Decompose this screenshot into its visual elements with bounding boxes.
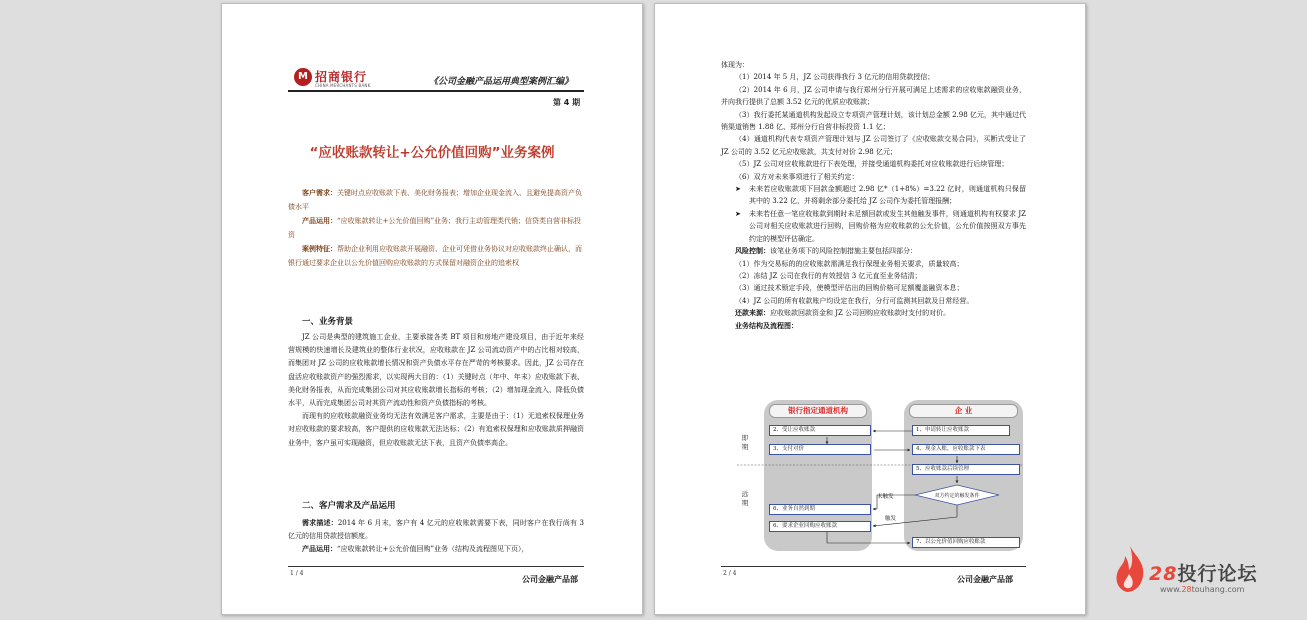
series-title: 《公司金融产品运用典型案例汇编》: [429, 77, 574, 87]
label-not-triggered: 未触发: [877, 494, 894, 500]
document-page-2: [654, 3, 1086, 615]
flow-step-5: 5、应收账款后续管理: [912, 464, 1020, 475]
label-triggered: 触发: [885, 516, 897, 522]
arrow-6-to-7: [827, 532, 910, 543]
flow-step-3: 3、支付对价: [769, 444, 871, 455]
summary-need: 客户需求：关键时点应收账款下表、美化财务报表；增加企业现金流入、且避免提高资产负债水平: [288, 188, 582, 211]
flame-logo-icon: [1113, 544, 1147, 594]
risk-item: （1）作为交易标的的应收账款需满足我行保理业务相关要求，质量较高；: [735, 259, 964, 268]
lane-bank-title: 银行指定通道机构: [769, 404, 867, 418]
term-far: 远期: [741, 490, 749, 507]
trigger-diamond-label: 双方约定的触发条件: [934, 493, 980, 499]
flowchart-heading: 业务结构及流程图：: [735, 321, 798, 330]
department-name: 公司金融产品部: [957, 575, 1013, 584]
section2-product: 产品运用：“应收账款转让+公允价值回购”业务（结构及流程图见下页），: [302, 545, 529, 554]
term-near: 即期: [741, 434, 749, 451]
watermark-title: 28投行论坛: [1149, 563, 1258, 585]
bank-name-en: CHINA MERCHANTS BANK: [315, 83, 371, 88]
list-item: （6）双方对未来事项进行了相关约定：: [735, 172, 859, 181]
page-number: 1 / 4: [290, 570, 304, 577]
flow-step-6a: 6、业务自然到期: [769, 504, 871, 515]
flow-step-2: 2、受让应收账款: [769, 425, 871, 436]
lane-enterprise-title: 企 业: [909, 404, 1018, 418]
list-item: （2）2014 年 6 月，JZ 公司申请与我行郑州分行开展可满足上述需求的应收账款融资业务，并向我行提供了总额 3.52 亿元的优质应收账款；: [721, 85, 1026, 107]
bullet-item: ➤ 未来若应收账款项下回款金额超过 2.98 亿*（1+8%）=3.22 亿时，则通道机构只保留其中的 3.22 亿，并将剩余部分委托给 JZ 公司作为委托管理报酬；: [735, 185, 1026, 206]
header-rule: [288, 90, 584, 92]
watermark-url: www.28touhang.com: [1160, 585, 1245, 594]
risk-control: 风险控制：该笔业务项下的风险控制措施主要包括四部分：: [735, 247, 917, 256]
footer-rule: [288, 566, 584, 567]
arrow-bullet-icon: ➤: [735, 185, 741, 194]
risk-item: （3）通过技术锁定手段，使模型评估出的回购价格可足额覆盖融资本息；: [735, 284, 964, 293]
section1-paragraph: 而现有的应收账款融资业务均无法有效满足客户需求，主要是由于：（1）无追索权保理业务对应收账款的要求较高，客户提供的应收账款无法达标；（2）有追索权保理和应收账款质押融资业务中，客户虽可实现融资，但应收账款无法下表，且资产负债率高企。: [288, 412, 584, 447]
bullet-item: ➤ 未来若任意一笔应收账款到期时未足额回款或发生其他触发事件，则通道机构有权要求 JZ 公司对相关应收账款进行回购，回购价格为应收账款的公允价值，公允价值按照双方事先约定的模型评估确定。: [735, 209, 1026, 243]
list-item: （1）2014 年 5 月，JZ 公司获得我行 3 亿元的信用贷款授信；: [735, 73, 935, 82]
flow-step-6b: 6、要求企业回购应收账款: [769, 521, 871, 532]
flow-step-7: 7、以公允价值回购应收账款: [912, 537, 1020, 548]
document-page-1: [221, 3, 643, 615]
section1-heading: 一、业务背景: [302, 317, 354, 327]
flow-step-1: 1、申请转让应收账款: [912, 425, 1010, 436]
bank-name: 招商银行: [315, 70, 368, 84]
risk-item: （2）冻结 JZ 公司在我行的有效授信 3 亿元直至业务结清；: [735, 271, 922, 280]
section2-heading: 二、客户需求及产品运用: [302, 501, 396, 511]
summary-block: [288, 186, 584, 270]
footer-rule: [721, 566, 1026, 567]
list-item: （5）JZ 公司对应收账款进行下表处理，并接受通道机构委托对应收账款进行后续管理；: [735, 160, 1009, 169]
section1-paragraph: JZ 公司是典型的建筑施工企业，主要承接各类 BT 项目和房地产建设项目，由于近年来经营规模的快速增长及建筑业的整体行业状况，应收账款在 JZ 公司流动资产中的占比相对较高，而集团对 JZ 公司的应收账款增长情况和资产负债水平存在严苛的考核要求。因此，JZ 公司存在盘活应收账款资产的强烈需求，以实现两大目的：（1）关键时点（年中、年末）应收账款下表、美化财务报表，从而完成集团公司对其应收账款增长指标的考核；（2）增加现金流入、降低负债水平，从而完成集团公司对其资产流动性和资产负债指标的考核。: [288, 333, 584, 408]
list-item: （4）通道机构代表专项资产管理计划与 JZ 公司签订了《应收账款交易合同》，买断式受让了 JZ 公司的 3.52 亿元应收账款，共支付对价 2.98 亿元；: [721, 135, 1026, 156]
repayment-source: 还款来源：应收账款回款资金和 JZ 公司回购应收账款时支付的对价。: [735, 309, 951, 318]
cmb-logo-icon: M: [294, 68, 312, 86]
department-name: 公司金融产品部: [522, 575, 578, 584]
page-number: 2 / 4: [723, 570, 737, 577]
summary-product: 产品运用：“应收账款转让+公允价值回购”业务；我行主动管理类代销；信贷类自营非标投资: [288, 216, 582, 239]
page2-lead: 体现为：: [721, 61, 749, 69]
section1-body: [288, 331, 584, 450]
issue-number: 第 4 期: [553, 98, 581, 107]
risk-item: （4）JZ 公司的所有收款账户均设定在我行，分行可监测其回款及日常经营。: [735, 296, 974, 305]
summary-case: 案例特征：帮助企业利用应收账款开展融资、企业可凭借业务协议对应收账款终止确认，而银行通过要求企业以公允价值回购应收账款的方式保留对融资企业的追索权: [288, 244, 582, 267]
list-item: （3）我行委托某通道机构发起设立专项资产管理计划，该计划总金额 2.98 亿元，其中通过代销渠道销售 1.88 亿、郑州分行自营非标投资 1.1 亿；: [721, 110, 1026, 132]
case-title: “应收账款转让+公允价值回购”业务案例: [309, 145, 555, 161]
arrow-bullet-icon: ➤: [735, 209, 741, 218]
section2-need: 需求描述：2014 年 6 月末，客户有 4 亿元的应收账款需要下表，同时客户在我行尚有 3 亿元的信用贷款授信额度。: [288, 519, 585, 541]
section2-body: [288, 517, 584, 557]
flow-step-4: 4、现金入账，应收账款下表: [912, 444, 1020, 455]
